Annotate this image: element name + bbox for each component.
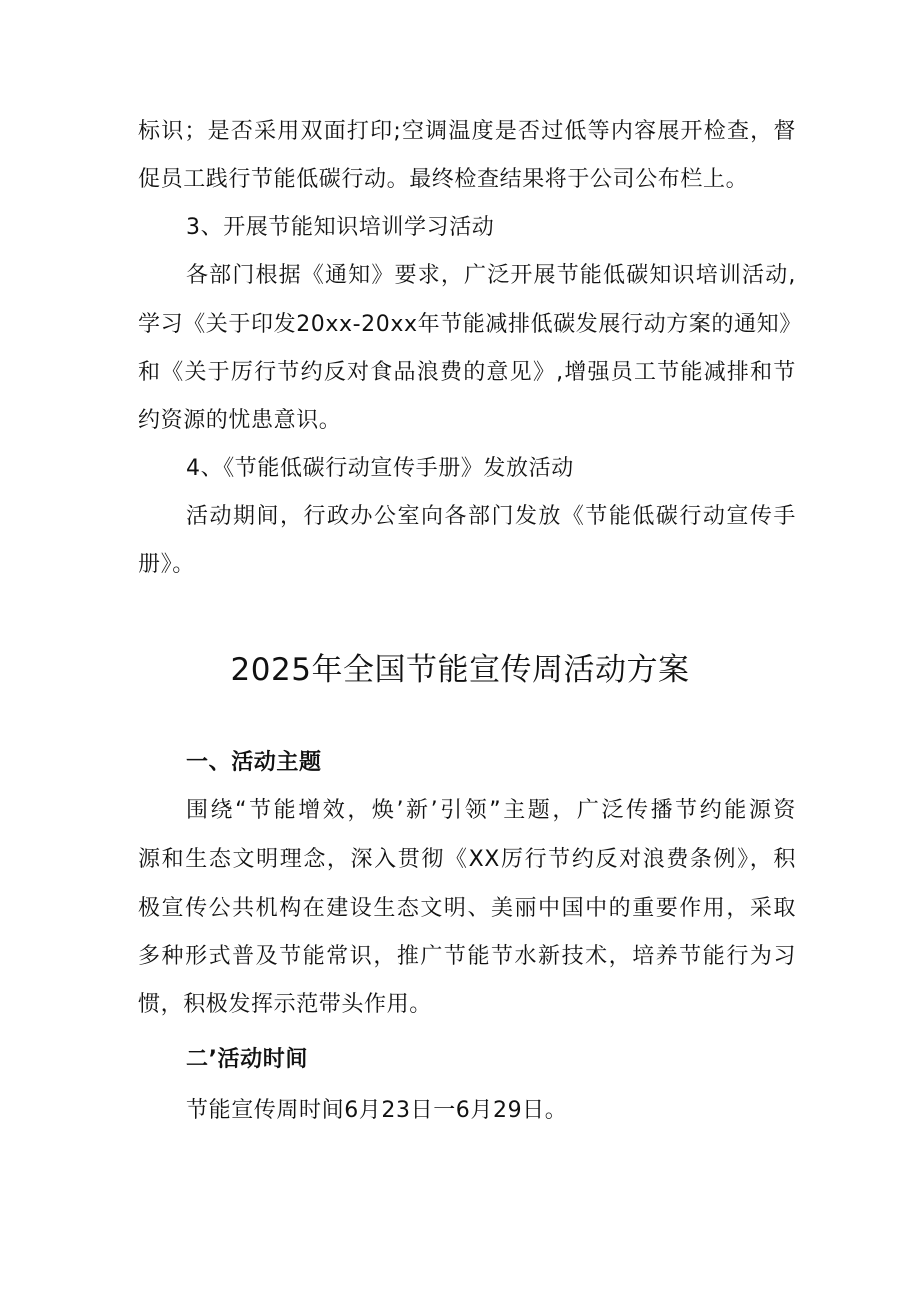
section-heading-time: 二’活动时间: [186, 1047, 308, 1072]
paragraph-line: 学习《关于印发20xx-20xx年节能减排低碳发展行动方案的通知》: [138, 312, 802, 337]
paragraph-line: 围绕“节能增效，焕’新’引领”主题，广泛传播节约能源资: [186, 798, 796, 823]
paragraph-line: 源和生态文明理念，深入贯彻《XX厉行节约反对浪费条例》，积: [138, 847, 796, 872]
paragraph-line: 促员工践行节能低碳行动。最终检查结果将于公司公布栏上。: [138, 167, 749, 192]
paragraph-line: 多种形式普及节能常识，推广节能节水新技术，培养节能行为习: [138, 944, 796, 969]
paragraph-line: 各部门根据《通知》要求，广泛开展节能低碳知识培训活动,: [186, 263, 796, 288]
paragraph-line: 约资源的忧患意识。: [138, 408, 342, 433]
paragraph-line: 册》。: [138, 552, 195, 577]
paragraph-line: 极宣传公共机构在建设生态文明、美丽中国中的重要作用，采取: [138, 896, 796, 921]
subheading-3: 3、开展节能知识培训学习活动: [186, 215, 495, 240]
paragraph-line: 节能宣传周时间6月23日一6月29日。: [186, 1098, 568, 1123]
document-title: 2025年全国节能宣传周活动方案: [230, 652, 690, 688]
paragraph-line: 活动期间，行政办公室向各部门发放《节能低碳行动宣传手: [186, 504, 796, 529]
paragraph-line: 惯，积极发挥示范带头作用。: [138, 992, 432, 1017]
paragraph-line: 标识；是否采用双面打印;空调温度是否过低等内容展开检查，督: [138, 119, 796, 144]
section-heading-theme: 一、活动主题: [186, 750, 322, 775]
subheading-4: 4、《节能低碳行动宣传手册》发放活动: [186, 456, 574, 481]
paragraph-line: 和《关于厉行节约反对食品浪费的意见》,增强员工节能减排和节: [138, 360, 796, 385]
